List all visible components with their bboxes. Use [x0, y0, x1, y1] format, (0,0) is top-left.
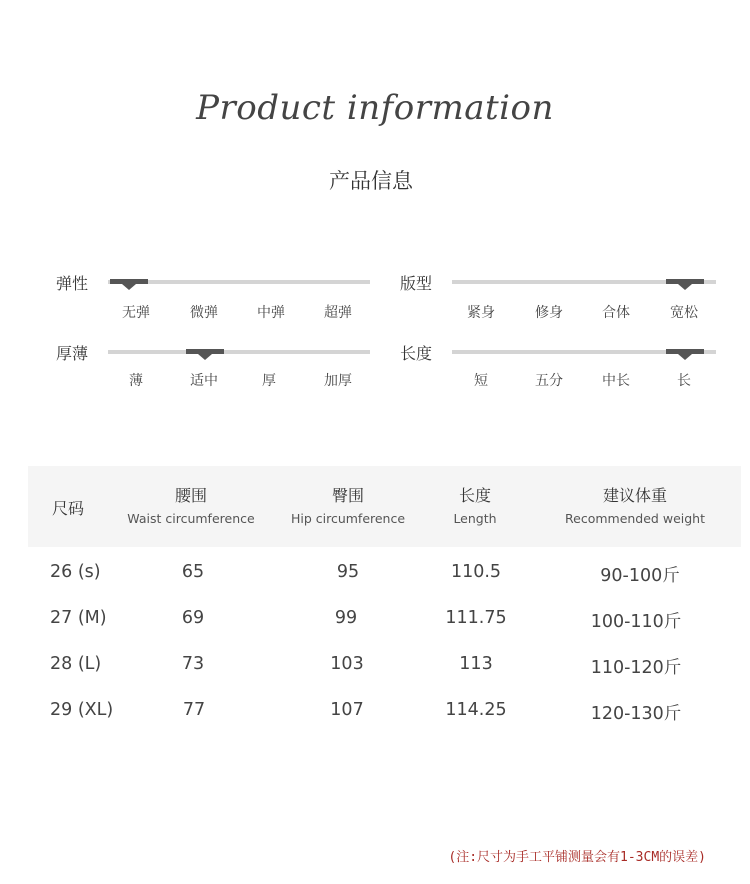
attr-length-option: 短 — [474, 373, 488, 389]
attr-fit-option: 修身 — [535, 305, 563, 321]
waist-cell: 69 — [181, 608, 205, 628]
attr-thickness-option: 适中 — [190, 373, 218, 389]
length-cell: 114.25 — [445, 700, 507, 720]
attr-fit-option: 合体 — [602, 305, 630, 321]
title-chinese: 产品信息 — [329, 169, 413, 193]
table-row — [0, 700, 750, 730]
attr-thickness-indicator — [186, 349, 224, 354]
length-cell: 110.5 — [450, 562, 502, 582]
waist-header-en: Waist circumference — [127, 511, 255, 526]
size-cell: 27 (M) — [50, 608, 107, 628]
size-table-header — [28, 466, 741, 547]
waist-cell: 73 — [181, 654, 205, 674]
attr-elasticity-indicator — [110, 279, 148, 284]
attr-fit-track — [452, 280, 716, 284]
weight-cell: 90-100斤 — [600, 566, 680, 586]
attr-thickness-track — [108, 350, 370, 354]
measurement-note: (注:尺寸为手工平铺测量会有1-3CM的误差) — [448, 850, 706, 865]
attr-length-option: 中长 — [602, 373, 630, 389]
waist-cell: 65 — [181, 562, 205, 582]
attr-thickness-option: 加厚 — [324, 373, 352, 389]
attr-elasticity-option: 无弹 — [122, 305, 150, 321]
waist-column-header — [127, 486, 254, 528]
hip-cell: 99 — [334, 608, 358, 628]
attr-length-label: 长度 — [400, 344, 433, 363]
weight-column-header — [565, 486, 705, 528]
attr-length-option: 五分 — [535, 373, 563, 389]
table-row — [0, 608, 750, 638]
attr-thickness-option: 薄 — [129, 373, 143, 389]
attr-thickness-option: 厚 — [262, 373, 276, 389]
length-header-cn: 长度 — [458, 486, 491, 505]
hip-cell: 107 — [330, 700, 364, 720]
size-cell: 29 (XL) — [50, 700, 114, 720]
attr-fit-label: 版型 — [400, 274, 433, 293]
title-english: Product information — [196, 88, 554, 128]
attr-fit-indicator — [666, 279, 704, 284]
length-cell: 111.75 — [445, 608, 507, 628]
attr-fit-option: 紧身 — [467, 305, 495, 321]
length-cell: 113 — [459, 654, 493, 674]
size-cell: 28 (L) — [50, 654, 102, 674]
length-header-en: Length — [453, 511, 497, 526]
attr-length-option: 长 — [677, 373, 691, 389]
attr-thickness-label: 厚薄 — [56, 344, 89, 363]
length-column-header — [453, 486, 496, 528]
hip-header-en: Hip circumference — [290, 511, 406, 526]
attr-elasticity-option: 中弹 — [257, 305, 285, 321]
table-row — [0, 562, 750, 592]
waist-header-cn: 腰围 — [174, 486, 207, 505]
hip-column-header — [291, 486, 405, 528]
weight-header-cn: 建议体重 — [602, 486, 668, 505]
weight-header-en: Recommended weight — [565, 511, 705, 526]
weight-cell: 120-130斤 — [590, 704, 682, 724]
size-cell: 26 (s) — [50, 562, 101, 582]
weight-cell: 100-110斤 — [590, 612, 682, 632]
hip-header-cn: 臀围 — [331, 486, 364, 505]
attr-length-track — [452, 350, 716, 354]
attr-length-indicator — [666, 349, 704, 354]
attr-elasticity-option: 超弹 — [324, 305, 352, 321]
weight-cell: 110-120斤 — [590, 658, 682, 678]
attr-elasticity-label: 弹性 — [56, 274, 89, 293]
size-column-header: 尺码 — [52, 499, 85, 518]
hip-cell: 103 — [330, 654, 364, 674]
attr-fit-option: 宽松 — [670, 305, 698, 321]
waist-cell: 77 — [182, 700, 206, 720]
table-row — [0, 654, 750, 684]
attr-elasticity-option: 微弹 — [190, 305, 218, 321]
attr-elasticity-track — [108, 280, 370, 284]
hip-cell: 95 — [336, 562, 360, 582]
